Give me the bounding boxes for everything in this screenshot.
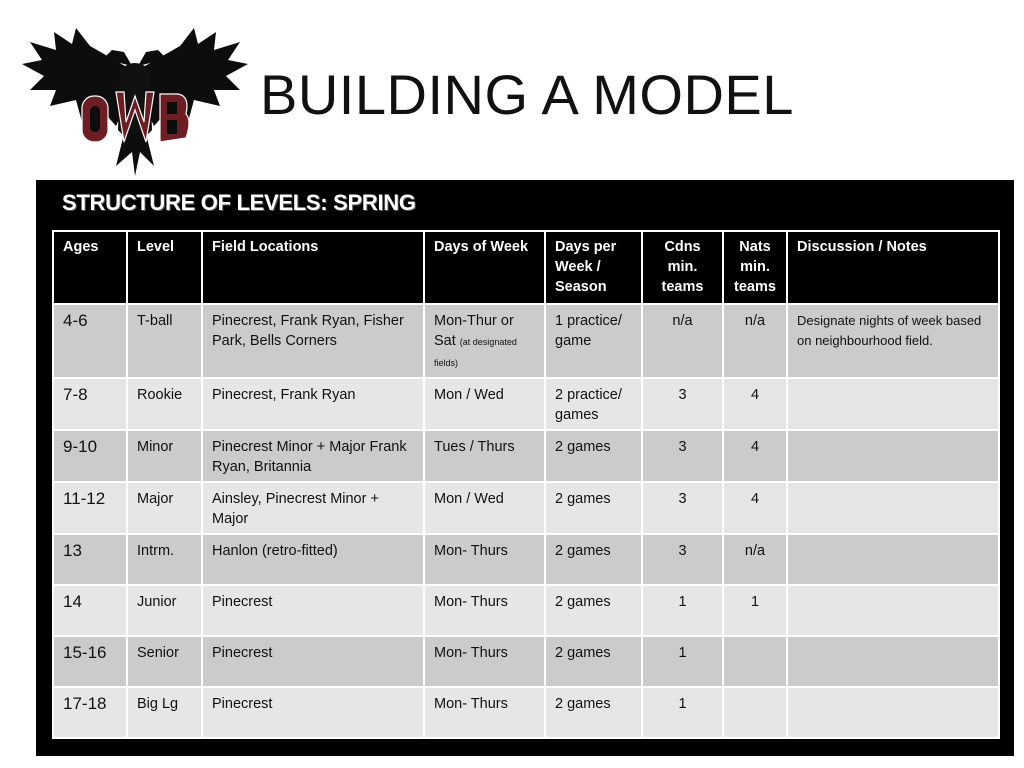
cell-nats: n/a [723, 534, 787, 585]
table-row [53, 636, 999, 687]
cell-ages: 9-10 [53, 430, 127, 482]
cell-ages: 11-12 [53, 482, 127, 534]
cell-days: Mon- Thurs [424, 636, 545, 687]
cell-per-week: 2 games [545, 687, 642, 738]
cell-level: Junior [127, 585, 202, 636]
table-row [53, 304, 999, 378]
cell-notes: Designate nights of week based on neighbourhood field. [787, 304, 999, 378]
cell-ages: 14 [53, 585, 127, 636]
header-days-of-week: Days of Week [424, 231, 545, 304]
cell-notes [787, 687, 999, 738]
cell-ages: 7-8 [53, 378, 127, 430]
cell-nats: n/a [723, 304, 787, 378]
cell-per-week: 2 games [545, 636, 642, 687]
cell-days: Mon- Thurs [424, 534, 545, 585]
cell-fields: Pinecrest [202, 585, 424, 636]
header-ages: Ages [53, 231, 127, 304]
cell-fields: Pinecrest Minor + Major Frank Ryan, Britannia [202, 430, 424, 482]
table-row [53, 482, 999, 534]
cell-days: Mon- Thurs [424, 687, 545, 738]
cell-per-week: 2 games [545, 534, 642, 585]
cell-per-week: 2 practice/ games [545, 378, 642, 430]
cell-cdns: n/a [642, 304, 723, 378]
table-row [53, 430, 999, 482]
cell-notes [787, 585, 999, 636]
cell-level: Big Lg [127, 687, 202, 738]
cell-cdns: 3 [642, 378, 723, 430]
cell-nats: 4 [723, 378, 787, 430]
cell-nats [723, 636, 787, 687]
cell-ages: 13 [53, 534, 127, 585]
cell-fields: Pinecrest [202, 636, 424, 687]
cell-days: Mon / Wed [424, 482, 545, 534]
table-row [53, 585, 999, 636]
cell-nats [723, 687, 787, 738]
cell-per-week: 2 games [545, 482, 642, 534]
cell-cdns: 1 [642, 585, 723, 636]
cell-notes [787, 534, 999, 585]
header-cdns-min-teams: Cdns min. teams [642, 231, 723, 304]
cell-nats: 1 [723, 585, 787, 636]
cell-cdns: 1 [642, 636, 723, 687]
cell-per-week: 2 games [545, 585, 642, 636]
cell-fields: Pinecrest [202, 687, 424, 738]
cell-days: Mon- Thurs [424, 585, 545, 636]
cell-cdns: 3 [642, 534, 723, 585]
cell-cdns: 3 [642, 430, 723, 482]
section-subtitle: STRUCTURE OF LEVELS: SPRING [62, 190, 416, 215]
cell-cdns: 3 [642, 482, 723, 534]
cell-nats: 4 [723, 482, 787, 534]
cell-level: Rookie [127, 378, 202, 430]
cell-days-note: (at designated fields) [434, 337, 517, 368]
cell-notes [787, 378, 999, 430]
cell-days [424, 304, 545, 378]
cell-days: Tues / Thurs [424, 430, 545, 482]
table-row [53, 687, 999, 738]
cell-notes [787, 482, 999, 534]
cell-fields: Pinecrest, Frank Ryan [202, 378, 424, 430]
cell-fields: Ainsley, Pinecrest Minor + Major [202, 482, 424, 534]
header-field-locations: Field Locations [202, 231, 424, 304]
cell-per-week: 1 practice/ game [545, 304, 642, 378]
cell-ages: 15-16 [53, 636, 127, 687]
header-days-per-week: Days per Week / Season [545, 231, 642, 304]
cell-ages: 17-18 [53, 687, 127, 738]
table-header-row [53, 231, 999, 304]
cell-ages: 4-6 [53, 304, 127, 378]
cell-level: Intrm. [127, 534, 202, 585]
cell-notes [787, 636, 999, 687]
cell-fields: Hanlon (retro-fitted) [202, 534, 424, 585]
header-level: Level [127, 231, 202, 304]
cell-notes [787, 430, 999, 482]
content-panel [36, 180, 1014, 756]
header-nats-min-teams: Nats min. teams [723, 231, 787, 304]
cell-days: Mon / Wed [424, 378, 545, 430]
header-discussion-notes: Discussion / Notes [787, 231, 999, 304]
slide-title: BUILDING A MODEL [260, 63, 794, 126]
cell-nats: 4 [723, 430, 787, 482]
cell-level: T-ball [127, 304, 202, 378]
table-row [53, 378, 999, 430]
cell-level: Senior [127, 636, 202, 687]
cell-level: Minor [127, 430, 202, 482]
cell-days-text: Mon-Thur or Sat [434, 313, 514, 349]
cell-fields: Pinecrest, Frank Ryan, Fisher Park, Bells Corners [202, 304, 424, 378]
table-row [53, 534, 999, 585]
cell-per-week: 2 games [545, 430, 642, 482]
club-logo [20, 26, 250, 180]
cell-cdns: 1 [642, 687, 723, 738]
levels-table [52, 230, 1000, 739]
cell-level: Major [127, 482, 202, 534]
